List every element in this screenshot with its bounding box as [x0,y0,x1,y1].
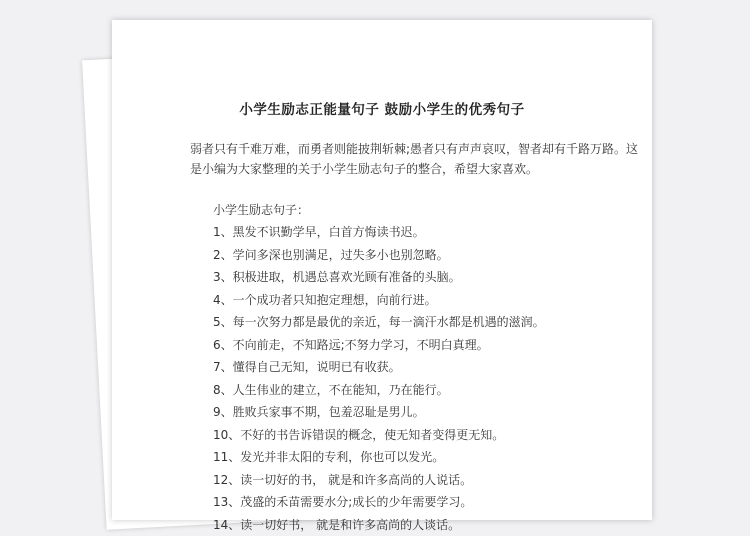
list-item: 12、读一切好的书， 就是和许多高尚的人说话。 [213,469,545,492]
list-item: 11、发光并非太阳的专利，你也可以发光。 [213,446,545,469]
list-item: 3、积极进取，机遇总喜欢光顾有准备的头脑。 [213,266,545,289]
list-item: 5、每一次努力都是最优的亲近，每一滴汗水都是机遇的滋润。 [213,311,545,334]
document-page [112,20,652,520]
list-item: 13、茂盛的禾苗需要水分;成长的少年需要学习。 [213,491,545,514]
list-item: 10、不好的书告诉错误的概念，使无知者变得更无知。 [213,424,545,447]
list-item: 8、人生伟业的建立，不在能知，乃在能行。 [213,379,545,402]
list-item: 4、一个成功者只知抱定理想，向前行进。 [213,289,545,312]
intro-paragraph: 弱者只有千难万难，而勇者则能披荆斩棘;愚者只有声声哀叹，智者却有千路万路。这是小编为大家整理的关于小学生励志句子的整合，希望大家喜欢。 [190,139,650,179]
list-item: 1、黑发不识勤学早，白首方悔读书迟。 [213,221,545,244]
document-title: 小学生励志正能量句子 鼓励小学生的优秀句子 [112,98,652,118]
list-item: 7、懂得自己无知，说明已有收获。 [213,356,545,379]
section-heading: 小学生励志句子： [213,200,309,220]
list-item: 6、不向前走，不知路远;不努力学习，不明白真理。 [213,334,545,357]
list-item: 14、读一切好书， 就是和许多高尚的人谈话。 [213,514,545,536]
list-item: 2、学问多深也别满足，过失多小也别忽略。 [213,244,545,267]
list-item: 9、胜败兵家事不期，包羞忍耻是男儿。 [213,401,545,424]
sentence-list [213,221,545,536]
